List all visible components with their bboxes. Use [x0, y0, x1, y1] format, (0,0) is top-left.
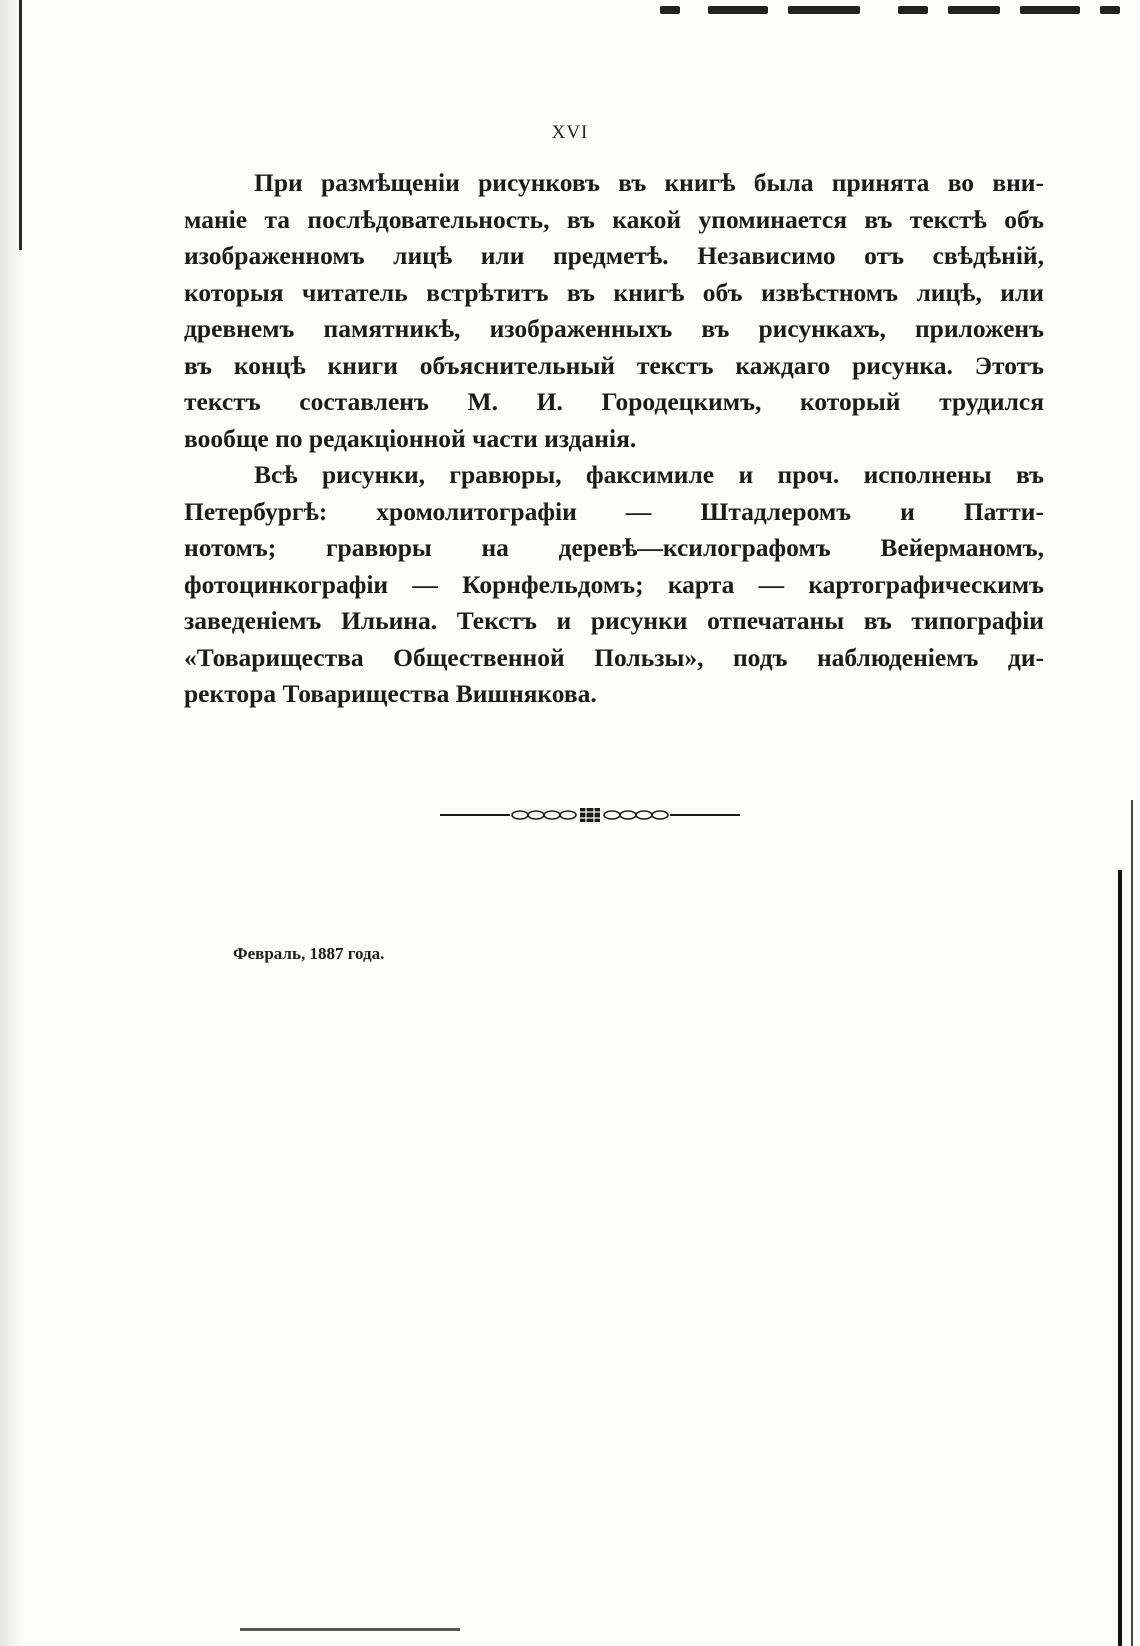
text-line: которыя читатель встрѣтитъ въ книгѣ объ извѣстномъ лицѣ, или — [184, 277, 1044, 307]
text-line: вообще по редакціонной части изданія. — [184, 423, 637, 453]
text-line: Всѣ рисунки, гравюры, факсимиле и проч. исполнены въ — [254, 460, 1044, 489]
scan-right-edge-secondary — [1131, 800, 1133, 1646]
scan-binding-shadow — [0, 0, 26, 1646]
text-line: маніе та послѣдовательность, въ какой упоминается въ текстѣ объ — [184, 204, 1044, 234]
body-text — [184, 165, 1044, 713]
text-line: древнемъ памятникѣ, изображенныхъ въ рисункахъ, приложенъ — [184, 314, 1044, 343]
text-line: изображенномъ лицѣ или предметѣ. Независимо отъ свѣдѣній, — [184, 241, 1044, 270]
text-line: ректора Товарищества Вишнякова. — [184, 679, 597, 708]
scan-bottom-mark — [240, 1628, 460, 1631]
scan-top-smudges — [660, 0, 1140, 22]
text-line: фотоцинкографіи — Корнфельдомъ; карта — картографическимъ — [184, 569, 1044, 599]
page-number: XVI — [551, 122, 589, 143]
text-line: заведеніемъ Ильина. Текстъ и рисунки отпечатаны въ типографіи — [184, 606, 1044, 635]
text-line: Петербургѣ: хромолитографіи — Штадлеромъ и Патти- — [184, 496, 1044, 526]
text-line: При размѣщеніи рисунковъ въ книгѣ была принята во вни- — [254, 168, 1044, 197]
text-line: нотомъ; гравюры на деревѣ—ксилографомъ Вейерманомъ, — [184, 533, 1044, 562]
scan-right-edge — [1118, 870, 1122, 1646]
ornament-divider — [440, 805, 740, 825]
text-line: въ концѣ книги объяснительный текстъ каждаго рисунка. Этотъ — [184, 350, 1044, 380]
text-line: «Товарищества Общественной Пользы», подъ наблюденіемъ ди- — [184, 642, 1044, 672]
date-line: Февраль, 1887 года. — [233, 944, 385, 963]
text-line: текстъ составленъ М. И. Городецкимъ, который трудился — [184, 387, 1044, 416]
